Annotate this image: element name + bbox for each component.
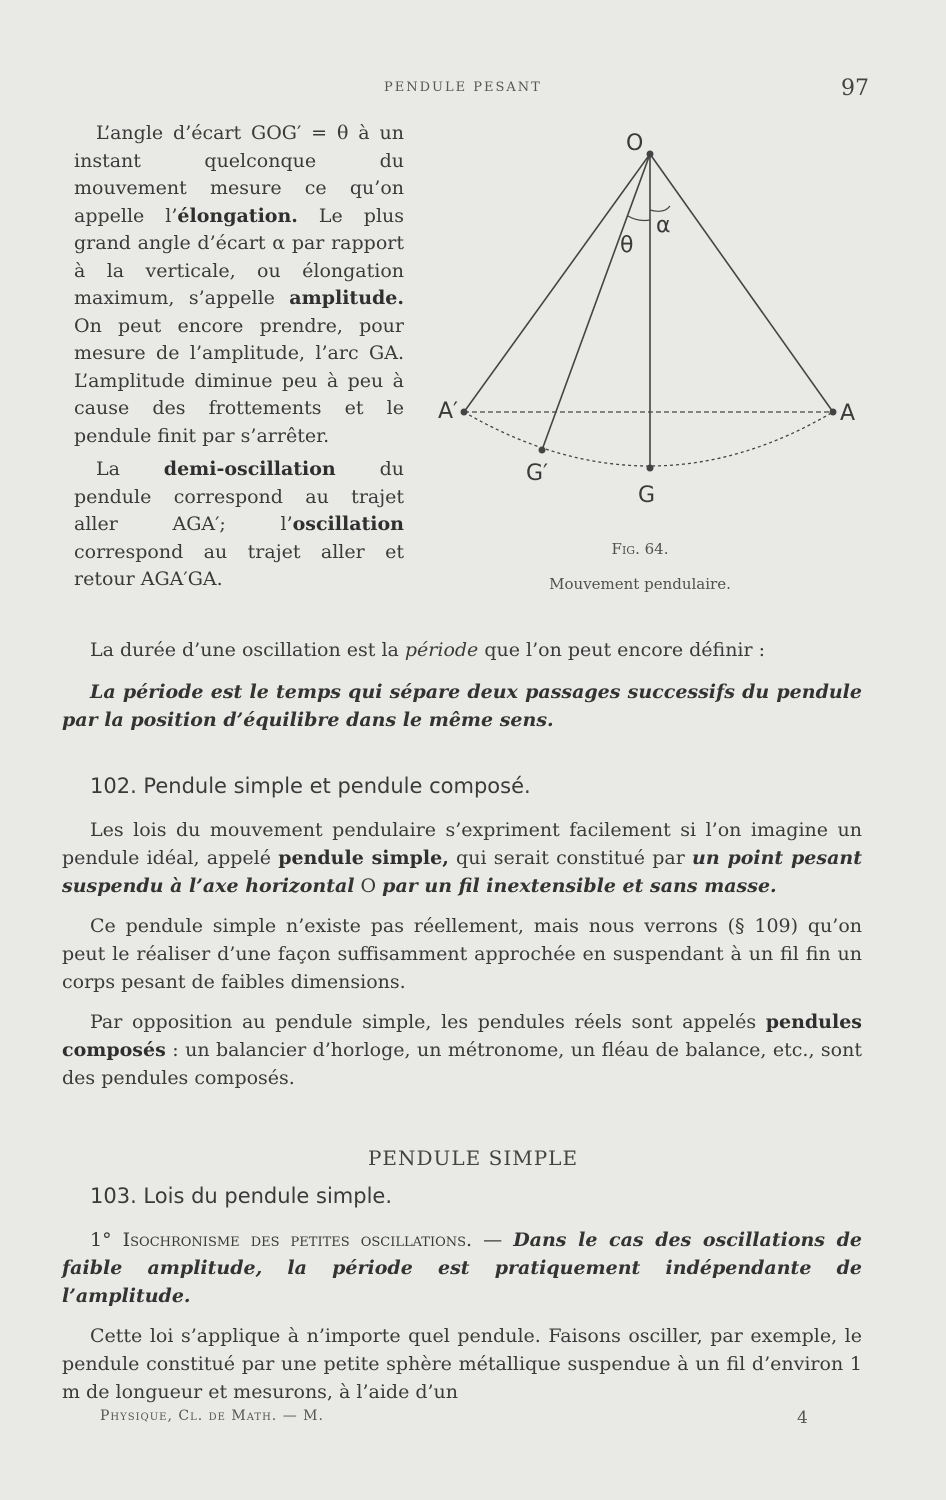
heading-102: 102. Pendule simple et pendule composé. [90,774,531,798]
alpha-arc [650,206,670,211]
label-a-prime: A′ [438,399,459,424]
section-103-body [62,1226,862,1406]
theta-arc [628,216,650,221]
footer-signature: Physique, Cl. de Math. — M. [100,1408,324,1424]
period-definition: La période est le temps qui sépare deux passages successifs du pendule par la position d’équilibre dans le même sens. [62,681,862,731]
label-g-prime: G′ [526,461,549,486]
period-block [62,636,862,734]
period-paragraph: La durée d’une oscillation est la période que l’on peut encore définir : [90,639,766,661]
term-pendules-composes: pendules composés [62,1011,862,1061]
running-head [0,78,946,102]
pendulum-figure [420,120,870,600]
oscillation-paragraph: La demi-oscillation du pendule correspond au trajet aller AGA′; l’oscillation correspond au trajet aller et retour AGA′GA. [74,458,404,590]
label-o: O [626,131,644,156]
heading-103: 103. Lois du pendule simple. [90,1184,392,1208]
point-g-prime [539,447,546,454]
string-gprime [542,154,650,450]
figure-number: Fig. 64. [611,540,669,558]
point-a-prime [461,409,468,416]
label-theta: θ [620,233,634,258]
term-amplitude: amplitude. [289,287,404,309]
term-demi-oscillation: demi-oscillation [163,458,336,480]
pivot-point [647,151,654,158]
term-oscillation: oscillation [292,513,404,535]
realisation-paragraph: Ce pendule simple n’existe pas réellement, mais nous verrons (§ 109) qu’on peut le réaliser d’une façon suffisamment approchée en suspendant à un fil fin un corps pesant de faibles dimensions. [62,915,862,993]
label-g: G [638,483,656,508]
intro-column [74,120,404,594]
string-right [650,154,833,412]
isochronism-law: 1° Isochronisme des petites oscillations. — Dans le cas des oscillations de faible amplitude, la période est pratiquement indépendante de l’amplitude. [62,1229,862,1307]
string-left [464,154,650,412]
term-elongation: élongation. [177,204,298,227]
label-a: A [840,401,856,426]
page-footer [0,1408,946,1438]
experiment-paragraph: Cette loi s’applique à n’importe quel pendule. Faisons osciller, par exemple, le pendule constitué par une petite sphère métallique suspendue à un fil d’environ 1 m de longueur et mesurons, à l’aide d’un [62,1325,862,1403]
compound-pendulum-paragraph: Par opposition au pendule simple, les pendules réels sont appelés pendules composés : un balancier d’horloge, un métronome, un fléau de balance, etc., sont des pendules composés. [62,1011,862,1089]
term-pendule-simple: pendule simple, [278,847,449,869]
heading-pendule-simple: PENDULE SIMPLE [367,1146,579,1170]
term-periode: période [404,639,479,661]
section-102-body [62,816,862,1092]
figure-title: Mouvement pendulaire. [549,575,731,593]
arc-dashed [464,412,833,466]
elongation-paragraph: L’angle d’écart GOG′ = θ à un instant quelconque du mouvement mesure ce qu’on appelle l’élongation. Le plus grand angle d’écart α par rapport à la verticale, ou élongation maximum, s’appelle amplitude. On peut encore prendre, pour mesure de l’amplitude, l’arc GA. L’amplitude diminue peu à peu à cause des frottements et le pendule finit par s’arrêter. [74,122,405,447]
point-g [647,465,654,472]
pendulum-diagram [420,120,870,520]
point-a [830,409,837,416]
signature-number: 4 [797,1408,808,1428]
label-alpha: α [656,213,671,238]
law-label: 1° Isochronisme des petites oscillations. — [90,1229,514,1251]
simple-pendulum-paragraph: Les lois du mouvement pendulaire s’expriment facilement si l’on imagine un pendule idéal, appelé pendule simple, qui serait constitué par un point pesant suspendu à l’axe horizontal O par un fil inextensible et sans masse. [62,819,862,897]
running-title: PENDULE PESANT [384,80,542,95]
page-number: 97 [841,76,869,101]
